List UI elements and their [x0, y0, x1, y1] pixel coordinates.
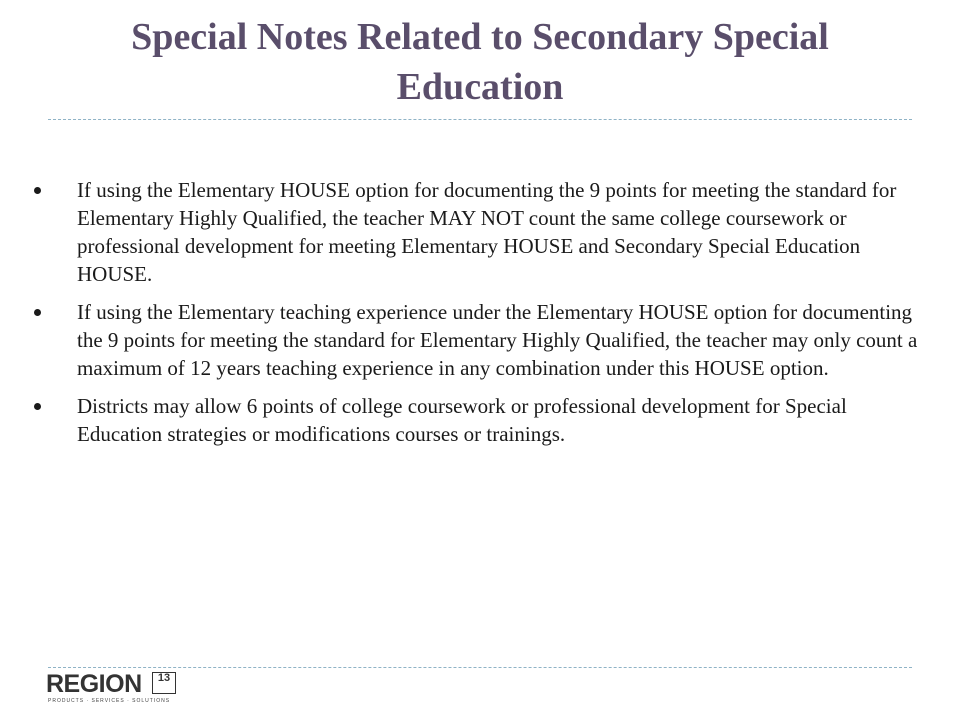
- bullet-icon: [34, 309, 41, 316]
- footer-divider: [48, 667, 912, 668]
- logo-number-badge: 13: [152, 672, 176, 694]
- logo-wordmark: REGION: [46, 670, 142, 698]
- slide-title: Special Notes Related to Secondary Special Education: [131, 16, 829, 108]
- bullet-text: If using the Elementary HOUSE option for documenting the 9 points for meeting the standard for Elementary Highly Qualified, the teacher MAY NOT count the same college coursework or professional development for meeting Elementary HOUSE and Secondary Special Education HOUSE.: [77, 178, 897, 286]
- bullet-item: [32, 392, 922, 448]
- bullet-item: [32, 176, 922, 288]
- bullet-list: [32, 176, 922, 458]
- bullet-text: Districts may allow 6 points of college coursework or professional development for Special Education strategies or modifications courses or trainings.: [77, 394, 847, 446]
- title-divider: [48, 119, 912, 120]
- bullet-icon: [34, 187, 41, 194]
- logo-tagline: PRODUCTS · SERVICES · SOLUTIONS: [48, 698, 171, 704]
- bullet-icon: [34, 403, 41, 410]
- bullet-item: [32, 298, 922, 382]
- bullet-text: If using the Elementary teaching experience under the Elementary HOUSE option for documenting the 9 points for meeting the standard for Elementary Highly Qualified, the teacher may only count a maximum of 12 years teaching experience in any combination under this HOUSE option.: [77, 300, 918, 380]
